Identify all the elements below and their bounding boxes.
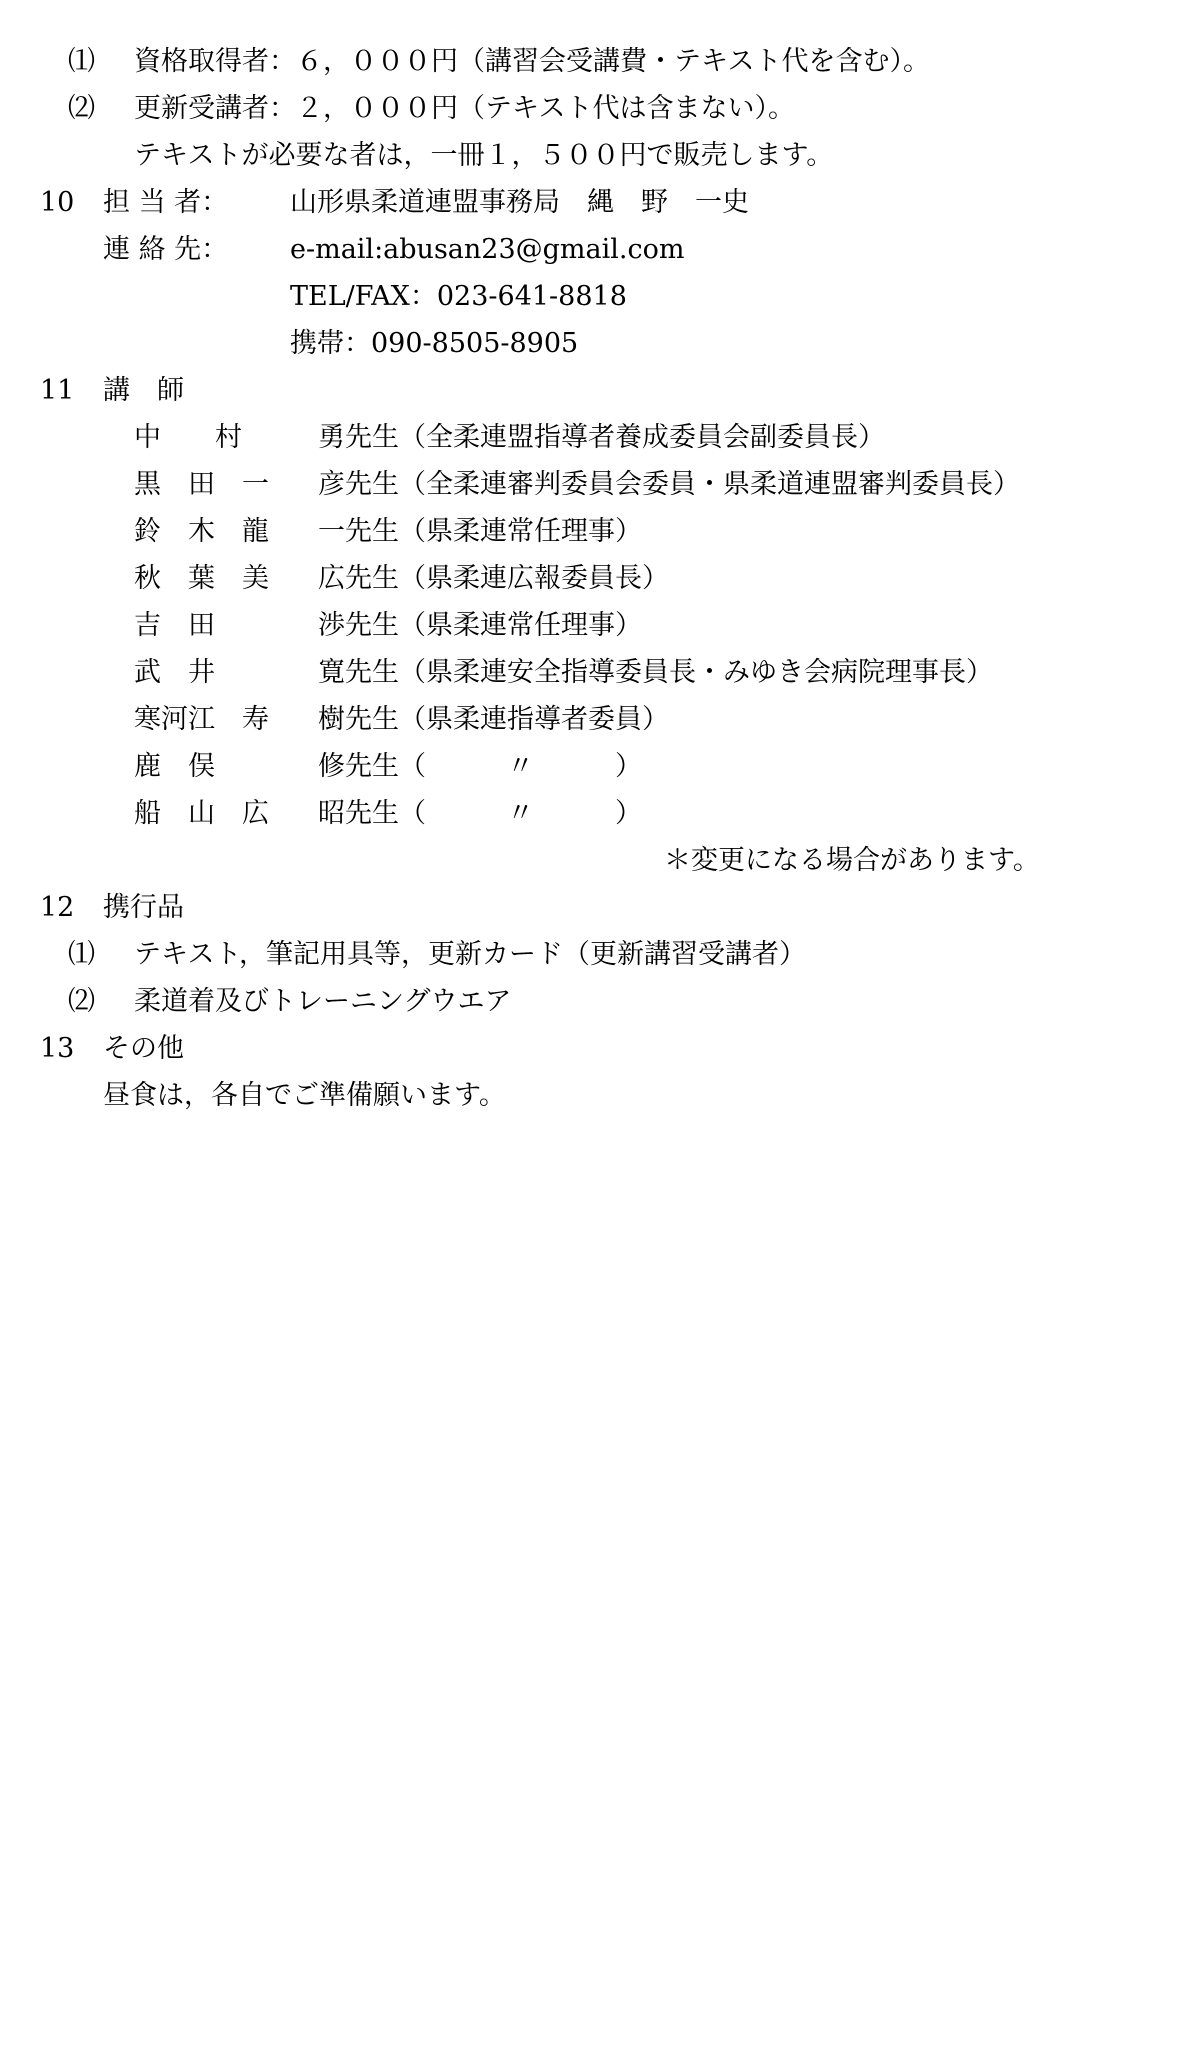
items-item-2-marker: ⑵ <box>68 986 95 1017</box>
fee-note: テキストが必要な者は，一冊１，５００円で販売します。 <box>134 140 834 171</box>
instructor-detail: 修先生（ 〃 ） <box>318 751 642 782</box>
fee-item-2-text: 更新受講者：２，０００円（テキスト代は含まない）。 <box>134 93 795 124</box>
instructors-heading: 講 師 <box>103 375 184 406</box>
fee-item-1-text: 資格取得者：６，０００円（講習会受講費・テキスト代を含む）。 <box>134 46 930 77</box>
instructor-name: 武 井 <box>134 657 296 688</box>
instructor-detail: 勇先生（全柔連盟指導者養成委員会副委員長） <box>318 422 885 453</box>
other-heading: その他 <box>103 1033 184 1064</box>
contact-telfax: TEL/FAX：023-641-8818 <box>290 281 627 312</box>
instructor-detail: 彦先生（全柔連審判委員会委員・県柔道連盟審判委員長） <box>318 469 1020 500</box>
instructor-name: 中 村 <box>134 422 296 453</box>
instructor-name: 寒河江 寿 <box>134 704 296 735</box>
section-13-number: 13 <box>40 1033 75 1064</box>
person-label: 担 当 者： <box>103 187 229 218</box>
instructor-detail: 寛先生（県柔連安全指導委員長・みゆき会病院理事長） <box>318 657 993 688</box>
instructor-detail: 昭先生（ 〃 ） <box>318 798 642 829</box>
fee-item-2-marker: ⑵ <box>68 93 95 124</box>
instructors-note: ＊変更になる場合があります。 <box>664 845 1040 876</box>
instructor-detail: 広先生（県柔連広報委員長） <box>318 563 669 594</box>
instructor-detail: 一先生（県柔連常任理事） <box>318 516 642 547</box>
instructor-name: 吉 田 <box>134 610 296 641</box>
section-10-number: 10 <box>40 187 75 218</box>
instructor-name: 黒 田 一 <box>134 469 296 500</box>
items-item-1-marker: ⑴ <box>68 939 95 970</box>
instructor-detail: 渉先生（県柔連常任理事） <box>318 610 642 641</box>
contact-label: 連 絡 先： <box>103 234 229 265</box>
instructor-name: 鹿 俣 <box>134 751 296 782</box>
instructor-name: 秋 葉 美 <box>134 563 296 594</box>
instructor-name: 船 山 広 <box>134 798 296 829</box>
items-item-1-text: テキスト，筆記用具等，更新カード（更新講習受講者） <box>134 939 807 970</box>
section-12-number: 12 <box>40 892 75 923</box>
other-text: 昼食は，各自でご準備願います。 <box>103 1080 506 1111</box>
instructor-detail: 樹先生（県柔連指導者委員） <box>318 704 669 735</box>
items-item-2-text: 柔道着及びトレーニングウエア <box>134 986 512 1017</box>
section-11-number: 11 <box>40 375 75 406</box>
contact-email: e-mail:abusan23@gmail.com <box>290 234 685 265</box>
person-value: 山形県柔道連盟事務局 縄 野 一史 <box>290 187 749 218</box>
items-heading: 携行品 <box>103 892 184 923</box>
instructor-name: 鈴 木 龍 <box>134 516 296 547</box>
contact-mobile: 携帯：090-8505-8905 <box>290 328 579 359</box>
fee-item-1-marker: ⑴ <box>68 46 95 77</box>
